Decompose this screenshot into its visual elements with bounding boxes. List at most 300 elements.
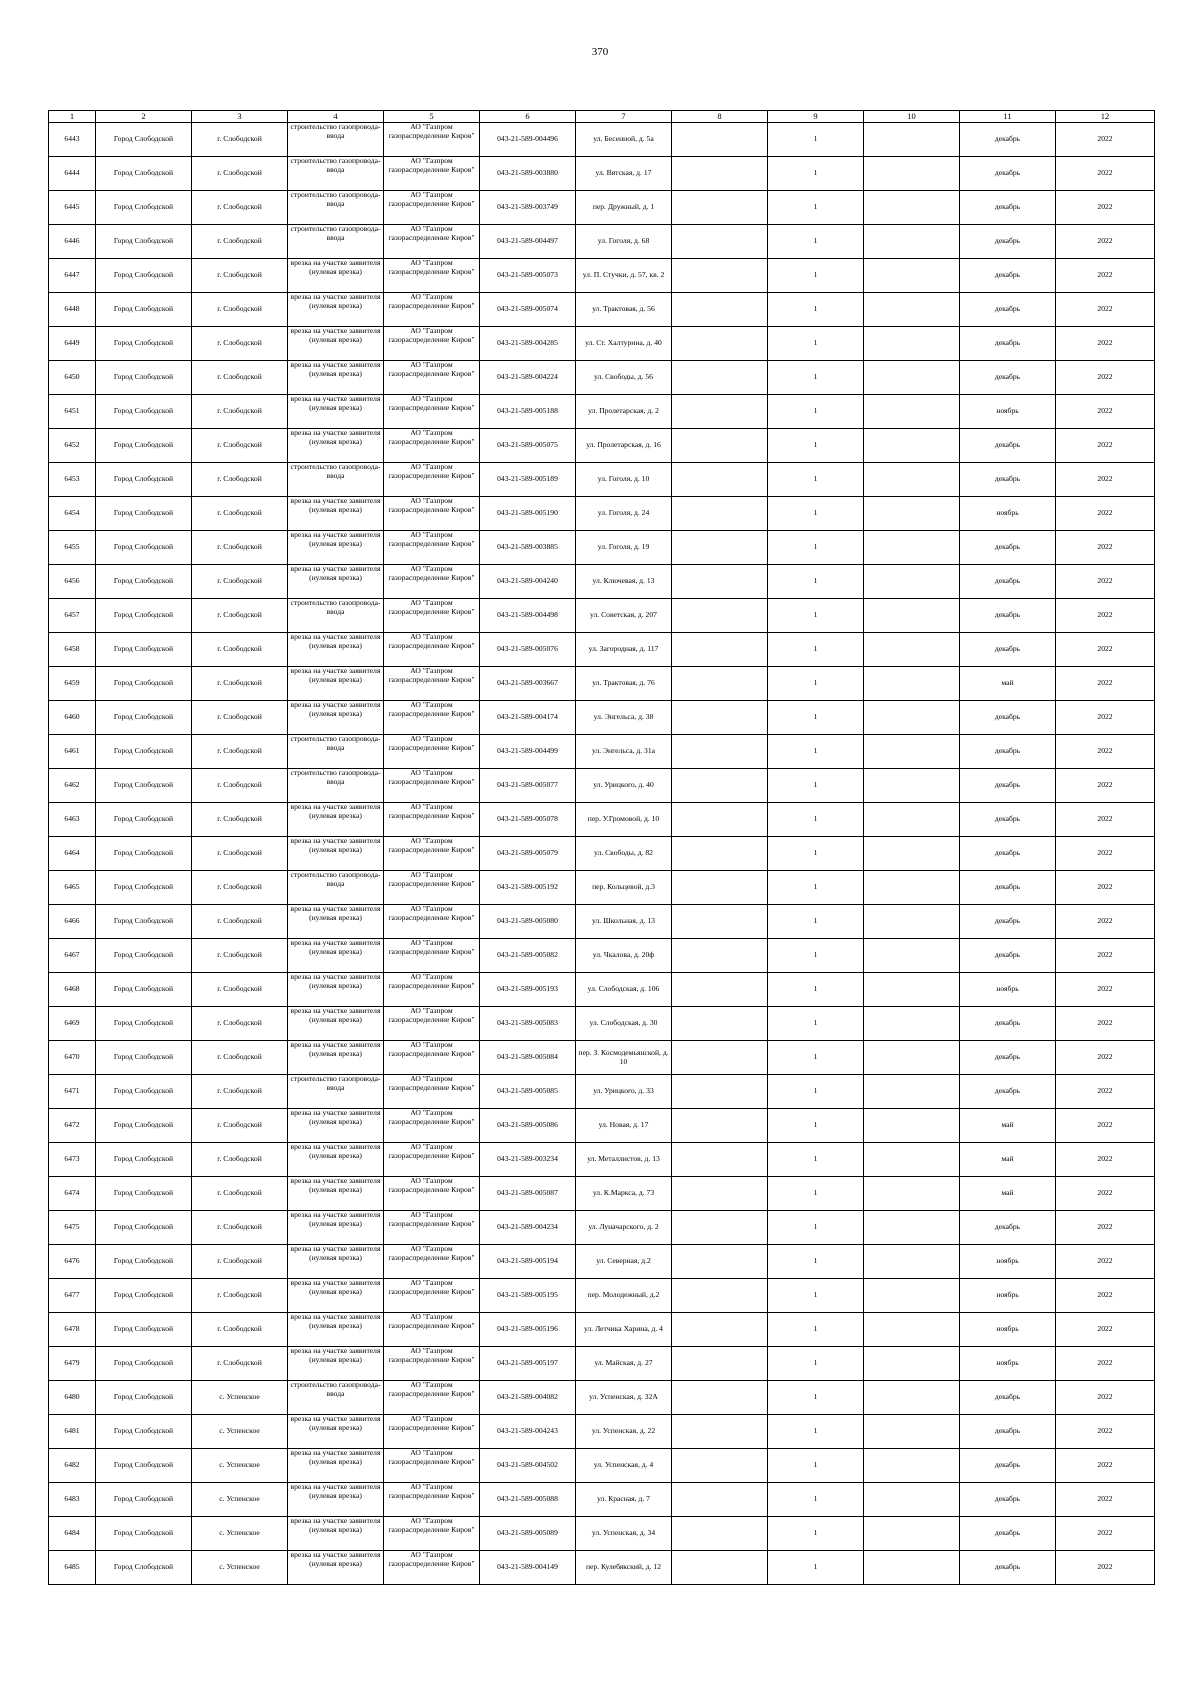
organization-cell [384,1177,480,1211]
organization-cell [384,1551,480,1585]
quantity-cell: 1 [768,1109,864,1143]
settlement-cell: г. Слободской [192,735,288,769]
table-row [49,939,1155,973]
application-code-cell: 043-21-589-003234 [480,1143,576,1177]
column-10-cell [864,667,960,701]
organization-cell-text: АО "Газпром газораспределение Киров" [388,1075,475,1092]
column-header: 5 [384,111,480,123]
work-type-cell [288,973,384,1007]
quantity-cell: 1 [768,293,864,327]
column-8-cell [672,803,768,837]
address-cell: ул. Урицкого, д. 33 [576,1075,672,1109]
column-header: 4 [288,111,384,123]
organization-cell [384,1381,480,1415]
organization-cell [384,973,480,1007]
address-cell: пер. Кольцевой, д.3 [576,871,672,905]
month-cell: декабрь [960,1517,1056,1551]
year-cell: 2022 [1056,667,1155,701]
work-type-cell [288,1313,384,1347]
column-10-cell [864,565,960,599]
organization-cell-text: АО "Газпром газораспределение Киров" [388,633,475,650]
column-10-cell [864,191,960,225]
work-type-cell-text: врезка на участке заявителя (нулевая врезка) [290,1313,381,1330]
settlement-cell: с. Успенское [192,1449,288,1483]
table-row [49,565,1155,599]
work-type-cell-text: врезка на участке заявителя (нулевая врезка) [290,1177,381,1194]
work-type-cell [288,701,384,735]
application-code-cell: 043-21-589-005077 [480,769,576,803]
column-8-cell [672,1279,768,1313]
column-10-cell [864,157,960,191]
settlement-cell: г. Слободской [192,1211,288,1245]
row-number-cell: 6451 [49,395,96,429]
address-cell: ул. Свободы, д. 82 [576,837,672,871]
application-code-cell: 043-21-589-005194 [480,1245,576,1279]
year-cell: 2022 [1056,735,1155,769]
quantity-cell: 1 [768,361,864,395]
year-cell: 2022 [1056,1551,1155,1585]
month-cell: декабрь [960,939,1056,973]
column-8-cell [672,1177,768,1211]
organization-cell-text: АО "Газпром газораспределение Киров" [388,1347,475,1364]
settlement-cell: г. Слободской [192,1245,288,1279]
address-cell: ул. Урицкого, д. 40 [576,769,672,803]
month-cell: декабрь [960,1211,1056,1245]
month-cell: ноябрь [960,497,1056,531]
quantity-cell: 1 [768,1075,864,1109]
column-10-cell [864,803,960,837]
row-number-cell: 6460 [49,701,96,735]
column-8-cell [672,1551,768,1585]
application-code-cell: 043-21-589-005083 [480,1007,576,1041]
work-type-cell-text: врезка на участке заявителя (нулевая врезка) [290,837,381,854]
district-cell: Город Слободской [96,429,192,463]
row-number-cell: 6444 [49,157,96,191]
organization-cell-text: АО "Газпром газораспределение Киров" [388,1313,475,1330]
address-cell: ул. К.Маркса, д. 73 [576,1177,672,1211]
month-cell: декабрь [960,769,1056,803]
organization-cell-text: АО "Газпром газораспределение Киров" [388,395,475,412]
month-cell: май [960,667,1056,701]
work-type-cell-text: строительство газопровода-ввода [290,191,381,208]
organization-cell-text: АО "Газпром газораспределение Киров" [388,497,475,514]
application-code-cell: 043-21-589-005190 [480,497,576,531]
row-number-cell: 6455 [49,531,96,565]
work-type-cell-text: врезка на участке заявителя (нулевая врезка) [290,1211,381,1228]
year-cell: 2022 [1056,1177,1155,1211]
quantity-cell: 1 [768,1483,864,1517]
column-8-cell [672,1483,768,1517]
address-cell: ул. Майская, д. 27 [576,1347,672,1381]
year-cell: 2022 [1056,1381,1155,1415]
year-cell: 2022 [1056,1245,1155,1279]
address-cell: ул. Гоголя, д. 24 [576,497,672,531]
settlement-cell: г. Слободской [192,361,288,395]
year-cell: 2022 [1056,225,1155,259]
application-code-cell: 043-21-589-005084 [480,1041,576,1075]
quantity-cell: 1 [768,463,864,497]
organization-cell-text: АО "Газпром газораспределение Киров" [388,735,475,752]
column-8-cell [672,701,768,735]
table-row [49,1245,1155,1279]
application-code-cell: 043-21-589-005078 [480,803,576,837]
organization-cell [384,837,480,871]
settlement-cell: г. Слободской [192,1143,288,1177]
row-number-cell: 6456 [49,565,96,599]
district-cell: Город Слободской [96,497,192,531]
application-code-cell: 043-21-589-005088 [480,1483,576,1517]
application-code-cell: 043-21-589-005076 [480,633,576,667]
row-number-cell: 6477 [49,1279,96,1313]
column-8-cell [672,1143,768,1177]
column-header: 3 [192,111,288,123]
column-10-cell [864,599,960,633]
year-cell: 2022 [1056,1075,1155,1109]
work-type-cell-text: врезка на участке заявителя (нулевая врезка) [290,1483,381,1500]
work-type-cell-text: врезка на участке заявителя (нулевая врезка) [290,633,381,650]
organization-cell-text: АО "Газпром газораспределение Киров" [388,1279,475,1296]
month-cell: декабрь [960,361,1056,395]
application-code-cell: 043-21-589-004502 [480,1449,576,1483]
table-row [49,1075,1155,1109]
district-cell: Город Слободской [96,1551,192,1585]
work-type-cell [288,191,384,225]
organization-cell [384,1415,480,1449]
district-cell: Город Слободской [96,463,192,497]
organization-cell [384,633,480,667]
work-type-cell-text: врезка на участке заявителя (нулевая врезка) [290,1279,381,1296]
work-type-cell-text: врезка на участке заявителя (нулевая врезка) [290,259,381,276]
address-cell: ул. Слободская, д. 106 [576,973,672,1007]
month-cell: декабрь [960,191,1056,225]
work-type-cell-text: строительство газопровода-ввода [290,1381,381,1398]
row-number-cell: 6449 [49,327,96,361]
work-type-cell-text: врезка на участке заявителя (нулевая врезка) [290,1449,381,1466]
address-cell: пер. З. Космодемьянской, д. 10 [576,1041,672,1075]
address-cell: ул. Гоголя, д. 10 [576,463,672,497]
organization-cell-text: АО "Газпром газораспределение Киров" [388,1211,475,1228]
district-cell: Город Слободской [96,769,192,803]
quantity-cell: 1 [768,1143,864,1177]
organization-cell [384,1313,480,1347]
column-8-cell [672,1109,768,1143]
year-cell: 2022 [1056,259,1155,293]
settlement-cell: г. Слободской [192,905,288,939]
district-cell: Город Слободской [96,293,192,327]
row-number-cell: 6484 [49,1517,96,1551]
organization-cell-text: АО "Газпром газораспределение Киров" [388,871,475,888]
quantity-cell: 1 [768,735,864,769]
year-cell: 2022 [1056,123,1155,157]
work-type-cell-text: строительство газопровода-ввода [290,735,381,752]
column-8-cell [672,939,768,973]
organization-cell [384,939,480,973]
district-cell: Город Слободской [96,259,192,293]
application-code-cell: 043-21-589-005193 [480,973,576,1007]
column-10-cell [864,531,960,565]
column-10-cell [864,633,960,667]
quantity-cell: 1 [768,871,864,905]
column-10-cell [864,973,960,1007]
address-cell: ул. Гоголя, д. 68 [576,225,672,259]
table-row [49,1109,1155,1143]
month-cell: ноябрь [960,973,1056,1007]
address-cell: пер. Кулебякский, д. 12 [576,1551,672,1585]
work-type-cell [288,871,384,905]
organization-cell-text: АО "Газпром газораспределение Киров" [388,157,475,174]
column-10-cell [864,769,960,803]
organization-cell [384,667,480,701]
settlement-cell: г. Слободской [192,123,288,157]
column-8-cell [672,225,768,259]
row-number-cell: 6475 [49,1211,96,1245]
district-cell: Город Слободской [96,1177,192,1211]
row-number-cell: 6471 [49,1075,96,1109]
row-number-cell: 6485 [49,1551,96,1585]
table-row [49,1483,1155,1517]
application-code-cell: 043-21-589-003749 [480,191,576,225]
address-cell: ул. Луначарского, д. 2 [576,1211,672,1245]
column-10-cell [864,123,960,157]
month-cell: декабрь [960,123,1056,157]
district-cell: Город Слободской [96,973,192,1007]
address-cell: ул. Ст. Халтурина, д. 40 [576,327,672,361]
column-8-cell [672,463,768,497]
column-10-cell [864,429,960,463]
work-type-cell-text: строительство газопровода-ввода [290,157,381,174]
column-10-cell [864,735,960,769]
column-header: 6 [480,111,576,123]
organization-cell-text: АО "Газпром газораспределение Киров" [388,1041,475,1058]
quantity-cell: 1 [768,429,864,463]
row-number-cell: 6445 [49,191,96,225]
quantity-cell: 1 [768,599,864,633]
application-code-cell: 043-21-589-005086 [480,1109,576,1143]
work-type-cell [288,123,384,157]
table-row [49,905,1155,939]
table-row [49,735,1155,769]
application-code-cell: 043-21-589-003885 [480,531,576,565]
address-cell: ул. Слободская, д. 30 [576,1007,672,1041]
work-type-cell-text: строительство газопровода-ввода [290,225,381,242]
work-type-cell-text: строительство газопровода-ввода [290,769,381,786]
organization-cell [384,191,480,225]
column-8-cell [672,327,768,361]
application-code-cell: 043-21-589-004496 [480,123,576,157]
table-row [49,157,1155,191]
column-number-row [49,111,1155,123]
application-code-cell: 043-21-589-004499 [480,735,576,769]
column-8-cell [672,633,768,667]
organization-cell-text: АО "Газпром газораспределение Киров" [388,361,475,378]
application-code-cell: 043-21-589-005196 [480,1313,576,1347]
quantity-cell: 1 [768,769,864,803]
address-cell: ул. Северная, д.2 [576,1245,672,1279]
organization-cell [384,1449,480,1483]
application-code-cell: 043-21-589-004240 [480,565,576,599]
district-cell: Город Слободской [96,1143,192,1177]
work-type-cell-text: врезка на участке заявителя (нулевая врезка) [290,1245,381,1262]
quantity-cell: 1 [768,973,864,1007]
application-code-cell: 043-21-589-004234 [480,1211,576,1245]
row-number-cell: 6452 [49,429,96,463]
settlement-cell: г. Слободской [192,1313,288,1347]
application-code-cell: 043-21-589-004498 [480,599,576,633]
settlement-cell: г. Слободской [192,565,288,599]
organization-cell-text: АО "Газпром газораспределение Киров" [388,293,475,310]
address-cell: ул. Металлистов, д. 13 [576,1143,672,1177]
month-cell: декабрь [960,803,1056,837]
work-type-cell [288,1211,384,1245]
application-code-cell: 043-21-589-004224 [480,361,576,395]
quantity-cell: 1 [768,565,864,599]
work-type-cell-text: врезка на участке заявителя (нулевая врезка) [290,803,381,820]
work-type-cell [288,1109,384,1143]
organization-cell [384,565,480,599]
organization-cell [384,735,480,769]
address-cell: ул. Ключевая, д. 13 [576,565,672,599]
row-number-cell: 6476 [49,1245,96,1279]
column-10-cell [864,395,960,429]
table-row [49,497,1155,531]
row-number-cell: 6479 [49,1347,96,1381]
year-cell: 2022 [1056,565,1155,599]
column-8-cell [672,259,768,293]
organization-cell [384,327,480,361]
settlement-cell: г. Слободской [192,1041,288,1075]
organization-cell [384,123,480,157]
work-type-cell [288,1517,384,1551]
quantity-cell: 1 [768,1279,864,1313]
work-type-cell [288,1245,384,1279]
year-cell: 2022 [1056,191,1155,225]
organization-cell [384,463,480,497]
work-type-cell [288,497,384,531]
year-cell: 2022 [1056,633,1155,667]
settlement-cell: г. Слободской [192,633,288,667]
district-cell: Город Слободской [96,667,192,701]
column-8-cell [672,395,768,429]
column-10-cell [864,463,960,497]
work-type-cell [288,1347,384,1381]
district-cell: Город Слободской [96,871,192,905]
year-cell: 2022 [1056,1313,1155,1347]
column-10-cell [864,293,960,327]
organization-cell-text: АО "Газпром газораспределение Киров" [388,123,475,140]
organization-cell [384,599,480,633]
address-cell: ул. Пролетарская, д. 16 [576,429,672,463]
month-cell: ноябрь [960,1245,1056,1279]
district-cell: Город Слободской [96,701,192,735]
table-row [49,1449,1155,1483]
quantity-cell: 1 [768,1211,864,1245]
application-code-cell: 043-21-589-004082 [480,1381,576,1415]
year-cell: 2022 [1056,1415,1155,1449]
month-cell: декабрь [960,225,1056,259]
address-cell: ул. Трактовая, д. 56 [576,293,672,327]
district-cell: Город Слободской [96,905,192,939]
column-10-cell [864,1279,960,1313]
organization-cell-text: АО "Газпром газораспределение Киров" [388,565,475,582]
row-number-cell: 6448 [49,293,96,327]
year-cell: 2022 [1056,429,1155,463]
work-type-cell [288,837,384,871]
application-code-cell: 043-21-589-004243 [480,1415,576,1449]
table-row [49,259,1155,293]
settlement-cell: г. Слободской [192,225,288,259]
organization-cell-text: АО "Газпром газораспределение Киров" [388,1381,475,1398]
organization-cell [384,361,480,395]
column-10-cell [864,361,960,395]
quantity-cell: 1 [768,1551,864,1585]
organization-cell-text: АО "Газпром газораспределение Киров" [388,1245,475,1262]
application-code-cell: 043-21-589-004285 [480,327,576,361]
work-type-cell-text: врезка на участке заявителя (нулевая врезка) [290,497,381,514]
organization-cell [384,1211,480,1245]
column-10-cell [864,1347,960,1381]
column-10-cell [864,1177,960,1211]
address-cell: ул. Вятская, д. 17 [576,157,672,191]
quantity-cell: 1 [768,803,864,837]
address-cell: ул. Гоголя, д. 19 [576,531,672,565]
work-type-cell-text: врезка на участке заявителя (нулевая врезка) [290,1415,381,1432]
district-cell: Город Слободской [96,225,192,259]
address-cell: пер. Молодежный, д.2 [576,1279,672,1313]
settlement-cell: г. Слободской [192,803,288,837]
row-number-cell: 6447 [49,259,96,293]
row-number-cell: 6443 [49,123,96,157]
row-number-cell: 6463 [49,803,96,837]
organization-cell [384,157,480,191]
district-cell: Город Слободской [96,1415,192,1449]
organization-cell [384,1007,480,1041]
work-type-cell [288,1041,384,1075]
work-type-cell [288,939,384,973]
month-cell: декабрь [960,1041,1056,1075]
organization-cell [384,259,480,293]
month-cell: ноябрь [960,395,1056,429]
month-cell: декабрь [960,1415,1056,1449]
column-10-cell [864,1211,960,1245]
year-cell: 2022 [1056,361,1155,395]
work-type-cell [288,1415,384,1449]
table-row [49,1347,1155,1381]
year-cell: 2022 [1056,1517,1155,1551]
work-type-cell [288,599,384,633]
column-8-cell [672,769,768,803]
column-header: 8 [672,111,768,123]
row-number-cell: 6465 [49,871,96,905]
address-cell: ул. Новая, д. 17 [576,1109,672,1143]
column-8-cell [672,735,768,769]
month-cell: май [960,1109,1056,1143]
settlement-cell: г. Слободской [192,327,288,361]
table-row [49,1517,1155,1551]
column-8-cell [672,599,768,633]
work-type-cell [288,1279,384,1313]
year-cell: 2022 [1056,837,1155,871]
work-type-cell [288,259,384,293]
quantity-cell: 1 [768,1347,864,1381]
column-8-cell [672,293,768,327]
table-row [49,123,1155,157]
year-cell: 2022 [1056,973,1155,1007]
district-cell: Город Слободской [96,1313,192,1347]
application-code-cell: 043-21-589-005082 [480,939,576,973]
quantity-cell: 1 [768,1381,864,1415]
table-row [49,837,1155,871]
work-type-cell [288,1449,384,1483]
